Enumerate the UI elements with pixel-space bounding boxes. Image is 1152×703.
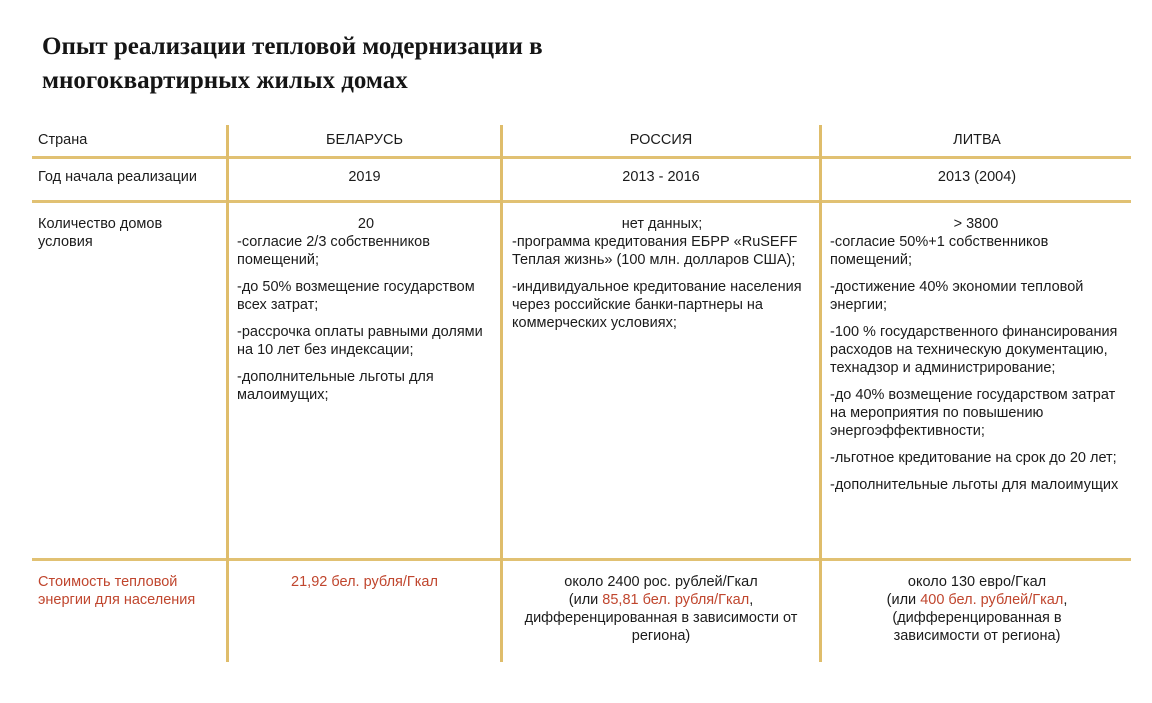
russia-condition-2: -индивидуальное кредитование населения через российские банки-партнеры на коммерческих условиях; [512,279,802,331]
russia-condition-1: -программа кредитования ЕБРР «RuSEFF Теплая жизнь» (100 млн. долларов США); [512,234,798,268]
year-label: Год начала реализации [38,169,198,185]
cost-lithuania-prefix: (или [886,592,921,608]
header-russia: РОССИЯ [629,132,693,148]
belarus-condition-2: -до 50% возмещение государством всех затрат; [237,279,475,313]
cost-russia-line-4: региона) [631,628,691,644]
lithuania-condition-3: -100 % государственного финансирования расходов на техническую документацию, технадзор и администрирование; [830,324,1118,376]
cost-lithuania-line-3: (дифференцированная в [892,610,1062,626]
belarus-condition-4: -дополнительные льготы для малоимущих; [237,369,434,403]
cost-label-line-1: Стоимость тепловой [38,574,178,590]
russia-house-count: нет данных; [621,216,703,232]
cost-russia-highlight: 85,81 бел. рубля/Гкал [602,592,750,608]
cost-russia-line-3: дифференцированная в зависимости от [524,610,798,626]
header-divider [32,156,1131,159]
belarus-conditions [237,215,495,404]
cost-russia-suffix: , [749,592,754,608]
lithuania-house-count: > 3800 [953,216,999,232]
cost-lithuania-highlight: 400 бел. рублей/Гкал [920,592,1064,608]
year-belarus: 2019 [348,169,381,185]
year-russia: 2013 - 2016 [622,169,700,185]
houses-label [38,215,223,251]
cost-label-line-2: энергии для населения [38,592,196,608]
title-line-1: Опыт реализации тепловой модернизации в [42,33,543,60]
lithuania-condition-5: -льготное кредитование на срок до 20 лет; [830,450,1117,466]
header-label-country: Страна [38,132,88,148]
houses-label-line-2: условия [38,234,93,250]
cost-russia [503,573,819,645]
belarus-condition-3: -рассрочка оплаты равными долями на 10 лет без индексации; [237,324,483,358]
cost-belarus: 21,92 бел. рубля/Гкал [291,574,438,590]
russia-conditions [512,215,812,332]
cost-lithuania-line-2 [822,591,1132,609]
cost-lithuania-line-1: около 130 евро/Гкал [907,574,1047,590]
cost-lithuania [822,573,1132,645]
lithuania-condition-1: -согласие 50%+1 собственников помещений; [830,234,1049,268]
lithuania-condition-2: -достижение 40% экономии тепловой энергии; [830,279,1084,313]
cost-lithuania-suffix: , [1063,592,1068,608]
lithuania-conditions [830,215,1122,494]
page-title [42,30,742,98]
lithuania-condition-6: -дополнительные льготы для малоимущих [830,477,1119,493]
header-lithuania: ЛИТВА [953,132,1001,148]
belarus-house-count: 20 [357,216,375,232]
header-belarus: БЕЛАРУСЬ [326,132,403,148]
title-line-2: многоквартирных жилых домах [42,67,408,94]
conditions-divider [32,558,1131,561]
lithuania-condition-4: -до 40% возмещение государством затрат на мероприятия по повышению энергоэффективности; [830,387,1116,439]
cost-russia-line-1: около 2400 рос. рублей/Гкал [564,574,758,590]
houses-label-line-1: Количество домов [38,216,163,232]
year-lithuania: 2013 (2004) [937,169,1017,185]
cost-russia-prefix: (или [568,592,603,608]
cost-label [38,573,223,609]
cost-lithuania-line-4: зависимости от региона) [893,628,1061,644]
year-divider [32,200,1131,203]
belarus-condition-1: -согласие 2/3 собственников помещений; [237,234,430,268]
cost-russia-line-2 [503,591,819,609]
